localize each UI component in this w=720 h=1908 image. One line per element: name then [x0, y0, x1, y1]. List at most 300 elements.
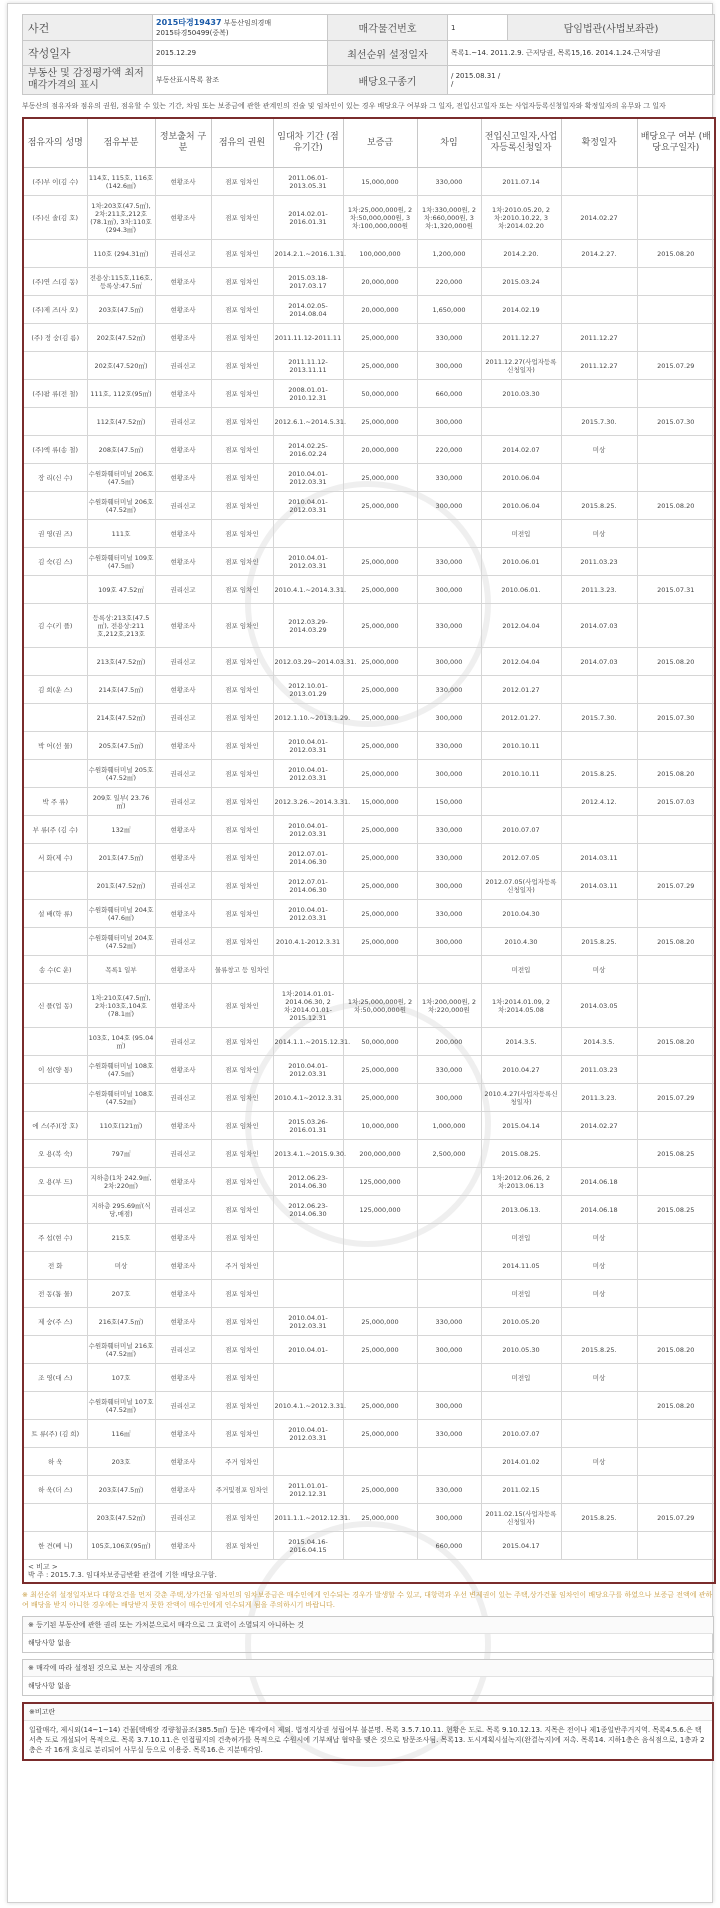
cell-move: 2012.07.05(사업자등록신청일자) [481, 872, 561, 900]
document-body [22, 14, 714, 1761]
cell-conf [561, 1392, 637, 1420]
table-body [23, 168, 715, 1560]
column-header: 정보출처 구분 [155, 118, 211, 168]
column-header: 확정일자 [561, 118, 637, 168]
cell-dep [343, 1224, 417, 1252]
cell-term: 2014.1.1.~2015.12.31. [273, 1028, 343, 1056]
cell-term: 2010.04.01-2012.03.31 [273, 548, 343, 576]
cell-name [23, 240, 87, 268]
cell-term: 2014.2.1.~2016.1.31. [273, 240, 343, 268]
cell-src: 현황조사 [155, 1280, 211, 1308]
cell-term: 2012.03.29~2014.03.31. [273, 648, 343, 676]
cell-name: 신 플(업 동) [23, 984, 87, 1028]
cell-rent: 220,000 [417, 268, 481, 296]
cell-move: 1차:2014.01.09, 2차:2014.05.08 [481, 984, 561, 1028]
cell-right: 점포 임차인 [211, 380, 273, 408]
cell-src: 권리신고 [155, 240, 211, 268]
cell-name: 이 섬(양 통) [23, 1056, 87, 1084]
cell-part: 수원화훼터미널 205호(47.52㎡) [87, 760, 155, 788]
cell-term: 2014.02.01-2016.01.31 [273, 196, 343, 240]
cell-right: 점포 임차인 [211, 1420, 273, 1448]
document-frame [7, 3, 713, 1903]
cell-move: 2015.08.25. [481, 1140, 561, 1168]
cell-right: 점포 임차인 [211, 844, 273, 872]
box-remarks-title: ※비고란 [24, 1704, 712, 1721]
cell-term: 2012.6.1.~2014.5.31. [273, 408, 343, 436]
cell-term: 2010.04.01-2012.03.31 [273, 1056, 343, 1084]
cell-dep: 25,000,000 [343, 900, 417, 928]
cell-right: 점포 임차인 [211, 1140, 273, 1168]
cell-dist: 2015.08.20 [637, 492, 715, 520]
cell-rent: 330,000 [417, 1308, 481, 1336]
table-row [23, 676, 715, 704]
cell-move: 2015.04.14 [481, 1112, 561, 1140]
cell-name: 제 숭(주 스) [23, 1308, 87, 1336]
cell-conf [561, 296, 637, 324]
cell-part: 109호 47.52㎡ [87, 576, 155, 604]
cell-term: 2012.07.01-2014.06.30 [273, 872, 343, 900]
cell-dist [637, 1280, 715, 1308]
cell-part: 미상 [87, 1252, 155, 1280]
cell-part: 202호(47.520㎡) [87, 352, 155, 380]
cell-part: 1차:203호(47.5㎡), 2차:211호,212호(78.1㎡), 3차:110호(294.3㎡) [87, 196, 155, 240]
written-label: 작성일자 [23, 41, 153, 66]
cell-rent: 330,000 [417, 464, 481, 492]
cell-term [273, 956, 343, 984]
cell-part: 목록1 일부 [87, 956, 155, 984]
cell-rent: 150,000 [417, 788, 481, 816]
table-row [23, 1476, 715, 1504]
cell-name [23, 1504, 87, 1532]
cell-part: 지하층 295.69㎡(식당,매점) [87, 1196, 155, 1224]
demand-value-cell [448, 66, 715, 95]
cell-term [273, 1252, 343, 1280]
cell-dist [637, 1252, 715, 1280]
cell-name: (주)엑 류(송 철) [23, 436, 87, 464]
cell-src: 현황조사 [155, 1056, 211, 1084]
cell-src: 권리신고 [155, 408, 211, 436]
cell-rent: 2,500,000 [417, 1140, 481, 1168]
cell-name: 설 배(학 류) [23, 900, 87, 928]
table-row [23, 1084, 715, 1112]
table-row [23, 492, 715, 520]
cell-name [23, 576, 87, 604]
cell-src: 현황조사 [155, 732, 211, 760]
cell-rent: 1차:200,000원, 2차:220,000원 [417, 984, 481, 1028]
cell-name: 하 욱(더 스) [23, 1476, 87, 1504]
cell-name [23, 1084, 87, 1112]
cell-dep: 25,000,000 [343, 604, 417, 648]
cell-name [23, 1028, 87, 1056]
cell-part: 전용상:115호,116호, 등록상:47.5㎡ [87, 268, 155, 296]
cell-dep [343, 1252, 417, 1280]
cell-term [273, 1448, 343, 1476]
cell-dep: 25,000,000 [343, 1056, 417, 1084]
cell-src: 권리신고 [155, 576, 211, 604]
cell-right: 점포 임차인 [211, 984, 273, 1028]
priority-value: 목록1.~14. 2011.2.9. 근저당권, 목록15,16. 2014.1.24.근저당권 [448, 41, 715, 66]
written-date: 2015.12.29 [153, 41, 328, 66]
cell-part: 216호(47.5㎡) [87, 1308, 155, 1336]
judge-label: 담임법관(사법보좌관) [508, 15, 715, 41]
cell-rent: 330,000 [417, 732, 481, 760]
cell-dist: 2015.07.03 [637, 788, 715, 816]
cell-dist [637, 1476, 715, 1504]
cell-part: 수원화훼터미널 107호(47.52㎡) [87, 1392, 155, 1420]
cell-name: 전 화 [23, 1252, 87, 1280]
table-header-row [23, 118, 715, 168]
item-number: 1 [448, 15, 508, 41]
cell-name: 송 수(C 운) [23, 956, 87, 984]
cell-src: 현황조사 [155, 956, 211, 984]
cell-right: 점포 임차인 [211, 1336, 273, 1364]
cell-term: 2008.01.01-2010.12.31 [273, 380, 343, 408]
cell-part: 등록상:213호(47.5㎡), 전용상:211호,212호,213호 [87, 604, 155, 648]
cell-dep: 25,000,000 [343, 1336, 417, 1364]
cell-dep: 25,000,000 [343, 464, 417, 492]
cell-right: 점포 임차인 [211, 1056, 273, 1084]
cell-dep: 1차:25,000,000원, 2차:50,000,000원, 3차:100,000,000원 [343, 196, 417, 240]
cell-part: 207호 [87, 1280, 155, 1308]
cell-right: 주거 임차인 [211, 1252, 273, 1280]
cell-move: 2012.07.05 [481, 844, 561, 872]
cell-dep: 20,000,000 [343, 436, 417, 464]
table-row [23, 436, 715, 464]
cell-move: 2010.05.20 [481, 1308, 561, 1336]
cell-dep [343, 1280, 417, 1308]
table-row [23, 1056, 715, 1084]
cell-conf: 2011.12.27 [561, 352, 637, 380]
cell-name [23, 1196, 87, 1224]
cell-right: 점포 임차인 [211, 1364, 273, 1392]
table-row [23, 1336, 715, 1364]
appraisal-label: 부동산 및 감정평가액 최저매각가격의 표시 [23, 66, 153, 95]
table-row [23, 816, 715, 844]
cell-name [23, 408, 87, 436]
cell-right: 점포 임차인 [211, 1112, 273, 1140]
cell-conf: 2015.8.25. [561, 492, 637, 520]
cell-dep: 25,000,000 [343, 648, 417, 676]
cell-term: 2015.03.26-2016.01.31 [273, 1112, 343, 1140]
cell-rent [417, 1224, 481, 1252]
cell-conf: 미상 [561, 520, 637, 548]
table-row [23, 352, 715, 380]
case-number-cell [153, 15, 328, 41]
column-header: 보증금 [343, 118, 417, 168]
cell-move: 2010.4.27(사업자등록신청일자) [481, 1084, 561, 1112]
cell-right: 점포 임차인 [211, 1028, 273, 1056]
cell-term: 2012.10.01-2013.01.29 [273, 676, 343, 704]
cell-move: 1차:2010.05.20, 2차:2010.10.22, 3차:2014.02.20 [481, 196, 561, 240]
cell-term: 2012.07.01-2014.06.30 [273, 844, 343, 872]
cell-dist [637, 380, 715, 408]
cell-rent: 330,000 [417, 676, 481, 704]
table-row [23, 168, 715, 196]
cell-part: 112호(47.52㎡) [87, 408, 155, 436]
cell-rent: 330,000 [417, 1420, 481, 1448]
cell-rent: 300,000 [417, 408, 481, 436]
cell-rent: 300,000 [417, 648, 481, 676]
cell-dist: 2015.07.29 [637, 352, 715, 380]
column-header: 점유부분 [87, 118, 155, 168]
bigo-title: < 비고 > [28, 1563, 58, 1571]
cell-name: 부 류(주 (김 수) [23, 816, 87, 844]
cell-dep: 25,000,000 [343, 816, 417, 844]
cell-name: 김 수(키 플) [23, 604, 87, 648]
cell-src: 권리신고 [155, 788, 211, 816]
cell-dist [637, 676, 715, 704]
cell-src: 권리신고 [155, 648, 211, 676]
cell-right: 점포 임차인 [211, 324, 273, 352]
cell-dist [637, 984, 715, 1028]
column-header: 점유자의 성명 [23, 118, 87, 168]
cell-src: 현황조사 [155, 520, 211, 548]
cell-right: 점포 임차인 [211, 760, 273, 788]
cell-rent: 330,000 [417, 324, 481, 352]
box-remarks-value: 일괄매각, 제시외(14~1~14) 건물[택배장 경량철골조(385.5㎡) 등]은 매각에서 제외. 법정지상권 성립여부 불분명. 목록 3.5.7.10.11. 현황은 도로. 목록 9.10.12.13. 지목은 전이나 제1종일반주거지역. 목록4.5.6.은 택서측 도로 개설되어 목적으로. 목록 3.7.10.11.은 인접필지의 건축허가를 목적으로 수원시에 기부채납 협약을 맺은 것으로 탐문조사됨. 목록13. 도시계획시설녹지(완결녹지)에 저촉. 목록14. 지하1층은 음식점으로, 1층과 2층은 각 16개 호실로 분리되어 사무실 등으로 이용중. 목록16.은 지분매각임. [29, 1726, 705, 1754]
cell-conf: 2014.03.11 [561, 844, 637, 872]
cell-dist [637, 196, 715, 240]
cell-conf [561, 380, 637, 408]
cell-conf: 2014.03.11 [561, 872, 637, 900]
cell-term: 2010.4.1-2012.3.31 [273, 928, 343, 956]
cell-dep: 25,000,000 [343, 676, 417, 704]
cell-name: 한 견(베 니) [23, 1532, 87, 1560]
cell-src: 현황조사 [155, 296, 211, 324]
cell-src: 권리신고 [155, 1336, 211, 1364]
cell-part: 203호(47.5㎡) [87, 296, 155, 324]
cell-move: 2012.01.27. [481, 704, 561, 732]
cell-rent [417, 1196, 481, 1224]
cell-conf: 2014.2.27. [561, 240, 637, 268]
cell-move: 2010.03.30 [481, 380, 561, 408]
cell-dep: 15,000,000 [343, 168, 417, 196]
cell-right: 점포 임차인 [211, 648, 273, 676]
cell-move [481, 408, 561, 436]
cell-part: 203호 [87, 1448, 155, 1476]
cell-dist: 2015.08.25 [637, 1140, 715, 1168]
cell-dist [637, 548, 715, 576]
cell-part: 201호(47.5㎡) [87, 844, 155, 872]
cell-part: 208호(47.5㎡) [87, 436, 155, 464]
cell-right: 점포 임차인 [211, 1532, 273, 1560]
cell-part: 수원화훼터미널 108호(47.52㎡) [87, 1084, 155, 1112]
cell-dep: 10,000,000 [343, 1112, 417, 1140]
cell-name [23, 872, 87, 900]
cell-src: 권리신고 [155, 928, 211, 956]
cell-rent: 330,000 [417, 168, 481, 196]
cell-term: 2011.1.1.~2012.12.31. [273, 1504, 343, 1532]
cell-dep: 20,000,000 [343, 268, 417, 296]
table-row [23, 1280, 715, 1308]
cell-name [23, 352, 87, 380]
cell-right: 점포 임차인 [211, 1280, 273, 1308]
table-row [23, 604, 715, 648]
cell-conf: 2015.7.30. [561, 408, 637, 436]
table-row [23, 1420, 715, 1448]
cell-src: 현황조사 [155, 380, 211, 408]
cell-dist [637, 1224, 715, 1252]
cell-rent: 330,000 [417, 900, 481, 928]
cell-move: 2012.01.27 [481, 676, 561, 704]
cell-conf: 2015.7.30. [561, 704, 637, 732]
cell-name: 서 화(제 수) [23, 844, 87, 872]
case-number[interactable]: 2015타경19437 [156, 18, 222, 27]
cell-dep: 1차:25,000,000원, 2차:50,000,000원 [343, 984, 417, 1028]
cell-dep: 25,000,000 [343, 1084, 417, 1112]
cell-move: 2010.06.01 [481, 548, 561, 576]
cell-name: (주) 정 숭(김 름) [23, 324, 87, 352]
cell-part: 111호, 112호(95㎡) [87, 380, 155, 408]
cell-dist [637, 816, 715, 844]
cell-dist: 2015.08.20 [637, 1392, 715, 1420]
cell-src: 현황조사 [155, 844, 211, 872]
cell-name [23, 1336, 87, 1364]
cell-part: 107호 [87, 1364, 155, 1392]
cell-right: 점포 임차인 [211, 240, 273, 268]
cell-dist [637, 844, 715, 872]
cell-dist [637, 1448, 715, 1476]
bigo-cell [23, 1560, 715, 1584]
cell-src: 권리신고 [155, 1196, 211, 1224]
cell-right: 점포 임차인 [211, 1084, 273, 1112]
cell-term: 2015.03.18-2017.03.17 [273, 268, 343, 296]
occupant-table [22, 117, 716, 1584]
cell-dep: 15,000,000 [343, 788, 417, 816]
cell-part: 213호(47.52㎡) [87, 648, 155, 676]
cell-move: 2010.06.01. [481, 576, 561, 604]
cell-rent: 300,000 [417, 872, 481, 900]
demand-label: 배당요구종기 [328, 66, 448, 95]
table-row [23, 1364, 715, 1392]
cell-name: (주)연 스(김 동) [23, 268, 87, 296]
case-label: 사건 [23, 15, 153, 41]
case-type: 부동산임의경매 [223, 19, 272, 27]
cell-move: 2012.04.04 [481, 604, 561, 648]
cell-part: 132㎡ [87, 816, 155, 844]
table-row [23, 576, 715, 604]
cell-src: 현황조사 [155, 1420, 211, 1448]
warning-text: ※ 최선순위 설정일자보다 대항요건을 먼저 갖춘 주택,상가건물 임차인의 임차보증금은 매수인에게 인수되는 경우가 발생할 수 있고, 대항력과 우선 변제권이 있는 주택,상가건물 임차인이 배당요구를 하였으나 보증금 전액에 관하여 배당을 받지 아니한 경우에는 배당받지 못한 잔액이 매수인에게 인수되게 됨을 주의하시기 바랍니다. [22, 1591, 713, 1609]
table-row [23, 900, 715, 928]
cell-rent: 660,000 [417, 1532, 481, 1560]
cell-move: 2015.03.24 [481, 268, 561, 296]
table-row [23, 1224, 715, 1252]
cell-conf: 2011.12.27 [561, 324, 637, 352]
table-row [23, 240, 715, 268]
box-surface-value: 해당사항 없음 [28, 1682, 71, 1690]
cell-conf: 미상 [561, 436, 637, 464]
cell-src: 현황조사 [155, 604, 211, 648]
table-row [23, 1504, 715, 1532]
cell-rent [417, 520, 481, 548]
cell-rent: 1차:330,000원, 2차:660,000원, 3차:1,320,000원 [417, 196, 481, 240]
cell-move: 2010.10.11 [481, 732, 561, 760]
cell-dep [343, 1532, 417, 1560]
cell-src: 현황조사 [155, 168, 211, 196]
cell-part: 214호(47.52㎡) [87, 704, 155, 732]
cell-dist [637, 1364, 715, 1392]
table-row [23, 1308, 715, 1336]
cell-conf: 2011.3.23. [561, 1084, 637, 1112]
cell-dep: 25,000,000 [343, 1392, 417, 1420]
cell-move: 미전입 [481, 956, 561, 984]
cell-right: 점포 임차인 [211, 928, 273, 956]
cell-part: 111호 [87, 520, 155, 548]
cell-conf [561, 268, 637, 296]
cell-dep: 100,000,000 [343, 240, 417, 268]
cell-term: 2010.04.01-2012.03.31 [273, 760, 343, 788]
cell-part: 지하층(1차 242.9㎡, 2차:220㎡) [87, 1168, 155, 1196]
cell-part: 수원화훼터미널 204호(47.6㎡) [87, 900, 155, 928]
cell-move: 미전입 [481, 1224, 561, 1252]
cell-dep: 25,000,000 [343, 1308, 417, 1336]
cell-dist [637, 520, 715, 548]
cell-rent [417, 1364, 481, 1392]
cell-term: 2010.04.01- [273, 1336, 343, 1364]
table-row [23, 1252, 715, 1280]
cell-rent: 300,000 [417, 1084, 481, 1112]
cell-conf [561, 816, 637, 844]
table-row [23, 1448, 715, 1476]
column-header: 임대차 기간 (점유기간) [273, 118, 343, 168]
cell-move: 2011.12.27 [481, 324, 561, 352]
cell-move: 미전입 [481, 1364, 561, 1392]
cell-src: 현황조사 [155, 816, 211, 844]
cell-dist [637, 732, 715, 760]
cell-move: 2014.01.02 [481, 1448, 561, 1476]
cell-dist: 2015.08.20 [637, 1028, 715, 1056]
cell-dep: 125,000,000 [343, 1168, 417, 1196]
cell-src: 권리신고 [155, 1140, 211, 1168]
cell-term: 2010.04.01-2012.03.31 [273, 492, 343, 520]
cell-conf [561, 900, 637, 928]
table-row [23, 408, 715, 436]
cell-conf [561, 732, 637, 760]
cell-dist [637, 1420, 715, 1448]
cell-src: 현황조사 [155, 1448, 211, 1476]
cell-rent: 300,000 [417, 760, 481, 788]
cell-dist: 2015.08.25 [637, 1196, 715, 1224]
cell-term: 2010.4.1~2012.3.31 [273, 1084, 343, 1112]
cell-term: 2011.11.12-2011.11 [273, 324, 343, 352]
cell-move: 2012.04.04 [481, 648, 561, 676]
cell-move: 2010.05.30 [481, 1336, 561, 1364]
cell-move: 2011.02.15(사업자등록신청일자) [481, 1504, 561, 1532]
cell-conf: 2015.8.25. [561, 760, 637, 788]
cell-part: 214호(47.5㎡) [87, 676, 155, 704]
cell-term: 2012.03.29-2014.03.29 [273, 604, 343, 648]
table-row [23, 1392, 715, 1420]
cell-name: 박 주 류) [23, 788, 87, 816]
cell-conf: 미상 [561, 1448, 637, 1476]
box-rights-title: ※ 등기된 부동산에 관한 권리 또는 가처분으로서 매각으로 그 효력이 소멸되지 아니하는 것 [23, 1617, 713, 1634]
cell-move: 2014.3.5. [481, 1028, 561, 1056]
demand-value-2: / [451, 80, 454, 88]
cell-rent: 300,000 [417, 1504, 481, 1532]
cell-dep: 50,000,000 [343, 380, 417, 408]
cell-conf: 2014.3.5. [561, 1028, 637, 1056]
table-row [23, 872, 715, 900]
cell-rent: 300,000 [417, 1336, 481, 1364]
cell-rent: 300,000 [417, 492, 481, 520]
cell-part: 수원화훼터미널 206호(47.52㎡) [87, 492, 155, 520]
cell-part: 수원화훼터미널 204호(47.52㎡) [87, 928, 155, 956]
priority-label: 최선순위 설정일자 [328, 41, 448, 66]
cell-move: 2010.07.07 [481, 1420, 561, 1448]
cell-conf [561, 676, 637, 704]
cell-move [481, 788, 561, 816]
